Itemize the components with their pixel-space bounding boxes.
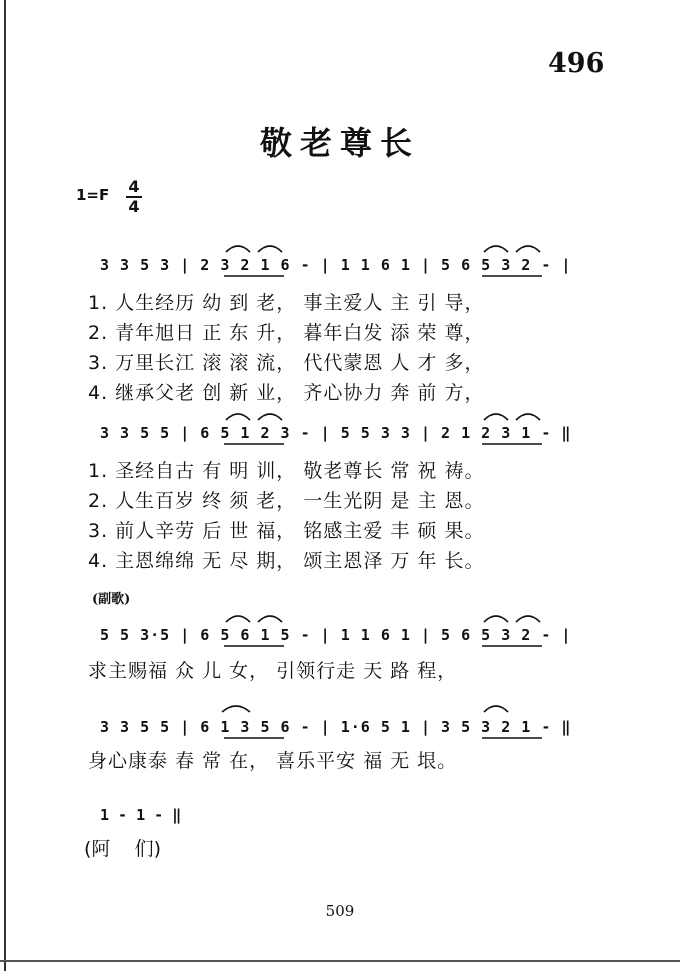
time-signature-top: 4 [128,177,140,196]
amen-lyric: (阿 们) [84,838,161,860]
verse-line-2-4: 4. 主恩绵绵 无 尽 期， 颂主恩泽 万 年 长。 [88,550,485,572]
slur-mark [484,246,508,252]
verse-line-1-2: 2. 青年旭日 正 东 升， 暮年白发 添 荣 尊， [88,322,485,344]
verse-line-1-1: 1. 人生经历 幼 到 老， 事主爱人 主 引 导， [88,292,485,314]
hymn-number: 496 [548,48,605,79]
verse-line-1-4: 4. 继承父老 创 新 业， 齐心协力 奔 前 方， [88,382,485,404]
verse-line-1-3: 3. 万里长江 滚 滚 流， 代代蒙恩 人 才 多， [88,352,485,374]
slur-mark [258,616,282,622]
slur-mark [226,246,250,252]
slur-mark [516,616,540,622]
amen-notation: 1 - 1 - ‖ [100,806,182,824]
slur-mark [258,246,282,252]
slur-mark [516,414,540,420]
slur-mark [226,616,250,622]
verse-line-2-3: 3. 前人辛劳 后 世 福， 铭感主爱 丰 硕 果。 [88,520,485,542]
slur-mark [484,414,508,420]
slur-mark [484,706,508,712]
slur-mark [226,414,250,420]
verse-line-2-2: 2. 人生百岁 终 须 老， 一生光阴 是 主 恩。 [88,490,485,512]
chorus-lyric-1: 求主赐福 众 儿 女， 引领行走 天 路 程， [88,660,458,682]
page-number: 509 [325,902,355,920]
slur-mark [258,414,282,420]
chorus-notation-1: 5 5 3·5 | 6 5 6 1 5 - | 1 1 6 1 | 5 6 5 3 2 - | [100,626,572,644]
chorus-label: (副歌) [92,592,131,607]
notation-line-1: 3 3 5 3 | 2 3 2 1 6 - | 1 1 6 1 | 5 6 5 3 2 - | [100,256,572,274]
chorus-notation-2: 3 3 5 5 | 6 1 3 5 6 - | 1·6 5 1 | 3 5 3 2 1 - ‖ [100,718,572,736]
slur-mark [222,706,250,712]
slur-mark [484,616,508,622]
notation-line-2: 3 3 5 5 | 6 5 1 2 3 - | 5 5 3 3 | 2 1 2 3 1 - ‖ [100,424,572,442]
verse-line-2-1: 1. 圣经自古 有 明 训， 敬老尊长 常 祝 祷。 [88,460,485,482]
hymn-title: 敬老尊长 [259,124,420,162]
key-signature: 1=F [76,186,110,204]
slur-mark [516,246,540,252]
time-signature-bottom: 4 [128,197,140,216]
chorus-lyric-2: 身心康泰 春 常 在， 喜乐平安 福 无 垠。 [88,750,458,772]
